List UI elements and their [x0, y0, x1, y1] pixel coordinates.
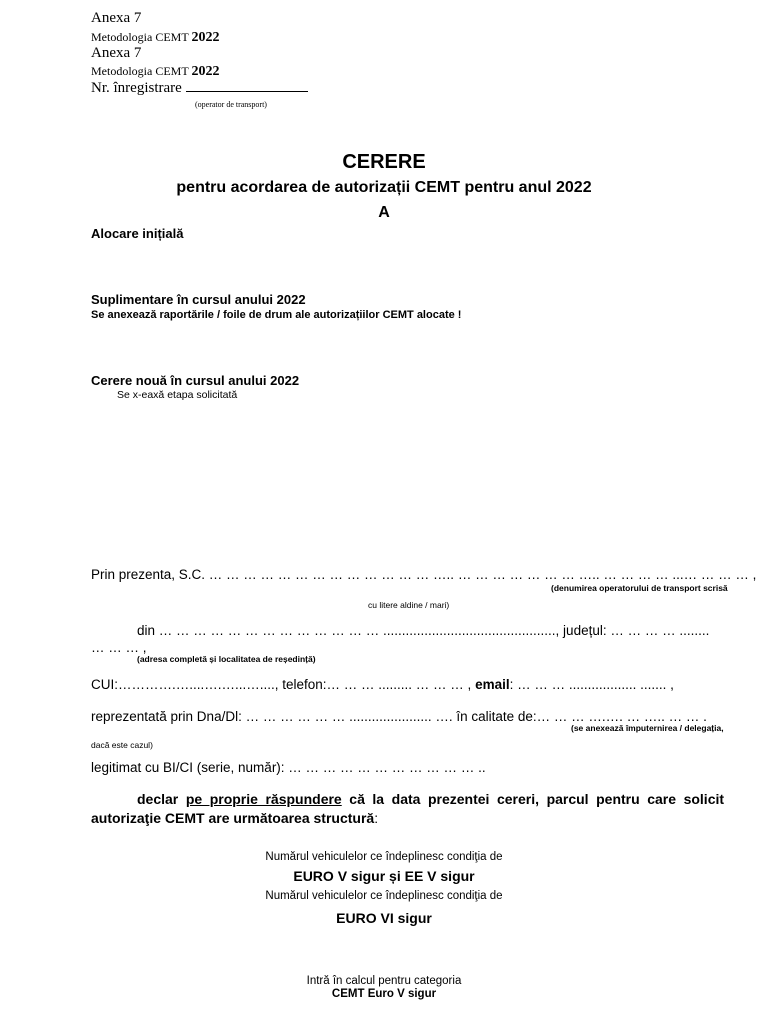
representative-note-2: dacă este cazul): [91, 740, 153, 750]
representative-line[interactable]: reprezentată prin Dna/Dl: … … … … … … ...................... …. în calitate de:… … … ….…. … ….. … … .: [91, 709, 707, 724]
vehicle-count-label-1: Numărul vehiculelor ce îndeplinesc condiţia de: [265, 851, 503, 863]
registration-field[interactable]: [186, 79, 308, 92]
company-name-note-2: cu litere aldine / mari): [368, 600, 450, 610]
section-initial-allocation: Alocare inițială: [91, 226, 184, 241]
methodology-line-2: [91, 62, 219, 80]
email-label: email: [475, 677, 510, 692]
declaration-body: că la data prezentei cereri, parcul pentru care solicit autorizaţie CEMT are următoarea structură: [91, 791, 725, 826]
category-value: CEMT Euro V sigur: [331, 988, 437, 1000]
document-subtitle: pentru acordarea de autorizații CEMT pentru anul 2022: [176, 179, 592, 196]
calc-category-label: Intră în calcul pentru categoria: [306, 975, 462, 987]
section-supplement: Suplimentare în cursul anului 2022: [91, 292, 306, 307]
declaration-colon: :: [374, 810, 379, 826]
email-field[interactable]: : … … … .................. ....... ,: [509, 677, 674, 692]
declaration-responsibility: pe proprie răspundere: [185, 791, 342, 807]
euro5-label: EURO V sigur și EE V sigur: [293, 868, 475, 884]
vehicle-count-label-2: Numărul vehiculelor ce îndeplinesc condiţia de: [265, 890, 503, 902]
annex-label-1: Anexa 7: [91, 10, 142, 26]
company-name-line[interactable]: Prin prezenta, S.C. … … … … … … … … … … … … … ….. … … … … … … … ….. … … … … ...… … … … ,: [91, 567, 757, 582]
cui-phone-field[interactable]: CUI:………….…....….…...…...., telefon:… … … ......... … … … ,: [91, 677, 472, 692]
registration-label: Nr. înregistrare: [91, 80, 182, 96]
methodology-line-1: [91, 28, 219, 46]
address-note: (adresa completă și localitatea de reședință): [137, 654, 316, 664]
methodology-text-2: Metodologia CEMT: [91, 64, 192, 78]
euro6-label: EURO VI sigur: [336, 910, 432, 926]
address-line[interactable]: din … … … … … … … … … … … … … .............................................., județul: … … … … ........: [137, 623, 710, 638]
registration-line: [91, 79, 308, 97]
section-new-request: Cerere nouă în cursul anului 2022: [91, 373, 300, 388]
annex-label-2: Anexa 7: [91, 45, 142, 61]
methodology-year-1: 2022: [191, 30, 220, 45]
registration-note: (operator de transport): [195, 100, 267, 109]
id-card-line[interactable]: legitimat cu BI/CI (serie, număr): … … … … … … … … … … … ..: [91, 760, 486, 775]
representative-note: (se anexează împuternirea / delegația,: [571, 723, 724, 733]
declaration-word: declar: [137, 791, 179, 807]
stage-note: Se x-eaxă etapa solicitată: [117, 389, 238, 401]
supplement-note: Se anexează raportările / foile de drum ale autorizațiilor CEMT alocate !: [91, 309, 462, 321]
methodology-year-2: 2022: [191, 64, 220, 79]
form-letter: A: [378, 204, 390, 221]
contact-line[interactable]: [91, 677, 674, 692]
document-title: CERERE: [342, 151, 426, 173]
company-name-note: (denumirea operatorului de transport scrisă: [551, 583, 728, 593]
methodology-text-1: Metodologia CEMT: [91, 30, 192, 44]
declaration-paragraph: [91, 790, 724, 828]
address-line-cont[interactable]: … … … ,: [91, 640, 147, 655]
